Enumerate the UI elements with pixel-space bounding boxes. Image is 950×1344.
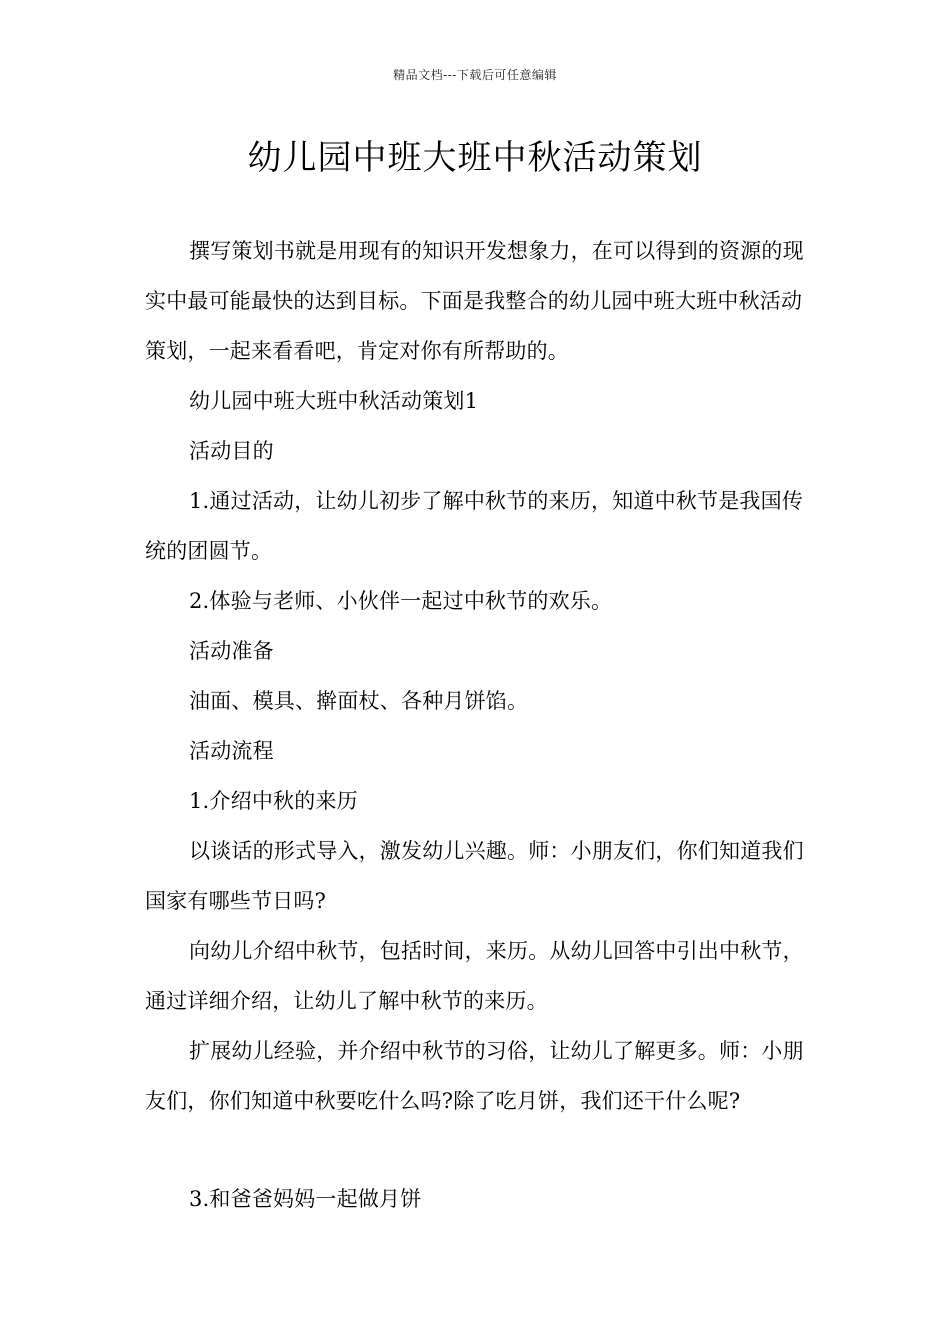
process-step-3: 3.和爸爸妈妈一起做月饼 xyxy=(189,1187,422,1211)
goal-item-2: 2.体验与老师、小伙伴一起过中秋节的欢乐。 xyxy=(189,589,613,613)
header-note: 精品文档---下载后可任意编辑 xyxy=(393,68,557,82)
process-paragraph-extend: 扩展幼儿经验，并介绍中秋节的习俗，让幼儿了解更多。师：小朋友们，你们知道中秋要吃什么吗?除了吃月饼，我们还干什么呢? xyxy=(145,1039,804,1113)
goal-item-1: 1.通过活动，让幼儿初步了解中秋节的来历，知道中秋节是我国传统的团圆节。 xyxy=(145,489,804,563)
process-paragraph-intro: 以谈话的形式导入，激发幼儿兴趣。师：小朋友们，你们知道我们国家有哪些节日吗? xyxy=(145,839,804,913)
document-body xyxy=(145,226,813,1224)
spacer xyxy=(145,1126,813,1174)
intro-paragraph: 撰写策划书就是用现有的知识开发想象力，在可以得到的资源的现实中最可能最快的达到目标。下面是我整合的幼儿园中班大班中秋活动策划，一起来看看吧，肯定对你有所帮助的。 xyxy=(145,239,804,363)
heading-activity-preparation: 活动准备 xyxy=(189,639,274,663)
heading-activity-process: 活动流程 xyxy=(189,739,274,763)
document-title: 幼儿园中班大班中秋活动策划 xyxy=(247,138,703,178)
preparation-list: 油面、模具、擀面杖、各种月饼馅。 xyxy=(189,689,529,713)
heading-activity-goal: 活动目的 xyxy=(189,439,274,463)
section-heading-plan-1: 幼儿园中班大班中秋活动策划1 xyxy=(189,389,479,413)
process-paragraph-explain: 向幼儿介绍中秋节，包括时间，来历。从幼儿回答中引出中秋节，通过详细介绍，让幼儿了解中秋节的来历。 xyxy=(145,939,804,1013)
process-step-1: 1.介绍中秋的来历 xyxy=(189,789,358,813)
